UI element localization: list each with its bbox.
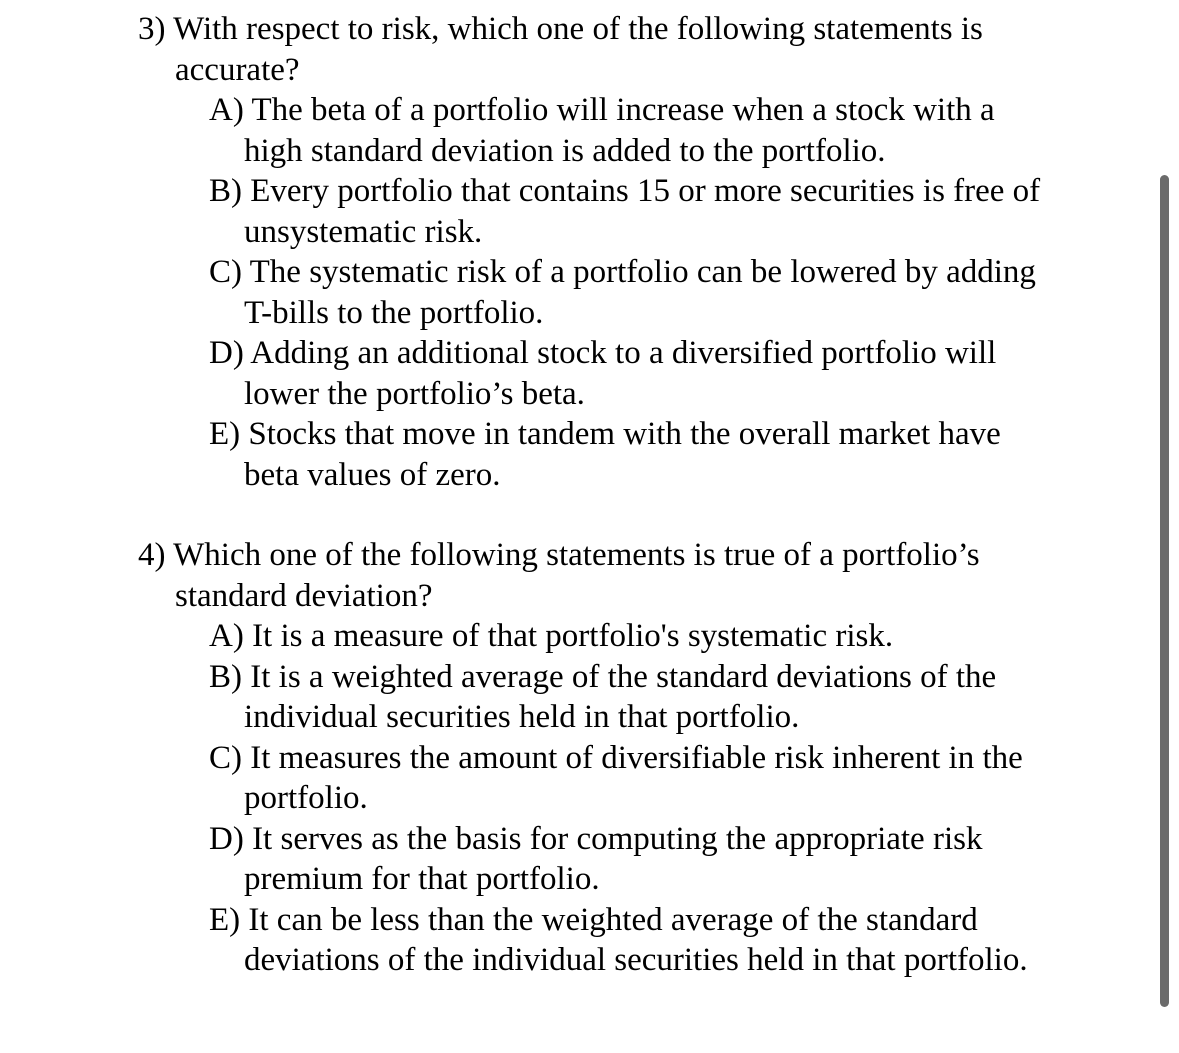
answer-option-c: C) The systematic risk of a portfolio can be lowered by adding T-bills to the portfolio. [209, 254, 1036, 331]
answer-option-b: B) It is a weighted average of the standard deviations of the individual securities held in that portfolio. [209, 658, 997, 735]
answer-option-e: E) It can be less than the weighted average of the standard deviations of the individual securities held in that portfolio. [209, 901, 1028, 978]
question-3 [138, 9, 1058, 495]
question-stem: 3) With respect to risk, which one of the following statements is accurate? [138, 11, 983, 88]
answer-option-b: B) Every portfolio that contains 15 or more securities is free of unsystematic risk. [209, 173, 1041, 250]
answer-option-a: A) The beta of a portfolio will increase when a stock with a high standard deviation is added to the portfolio. [209, 92, 995, 169]
vertical-scrollbar[interactable] [1160, 175, 1169, 1007]
question-stem: 4) Which one of the following statements is true of a portfolio’s standard deviation? [138, 537, 980, 614]
answer-option-d: D) Adding an additional stock to a diversified portfolio will lower the portfolio’s beta. [209, 335, 997, 412]
answer-option-e: E) Stocks that move in tandem with the overall market have beta values of zero. [209, 416, 1001, 493]
answer-option-c: C) It measures the amount of diversifiable risk inherent in the portfolio. [209, 739, 1023, 816]
answer-options [138, 616, 1058, 981]
answer-options [138, 90, 1058, 495]
question-4 [138, 535, 1058, 981]
answer-option-a: A) It is a measure of that portfolio's systematic risk. [209, 618, 894, 654]
answer-option-d: D) It serves as the basis for computing the appropriate risk premium for that portfolio. [209, 820, 983, 897]
